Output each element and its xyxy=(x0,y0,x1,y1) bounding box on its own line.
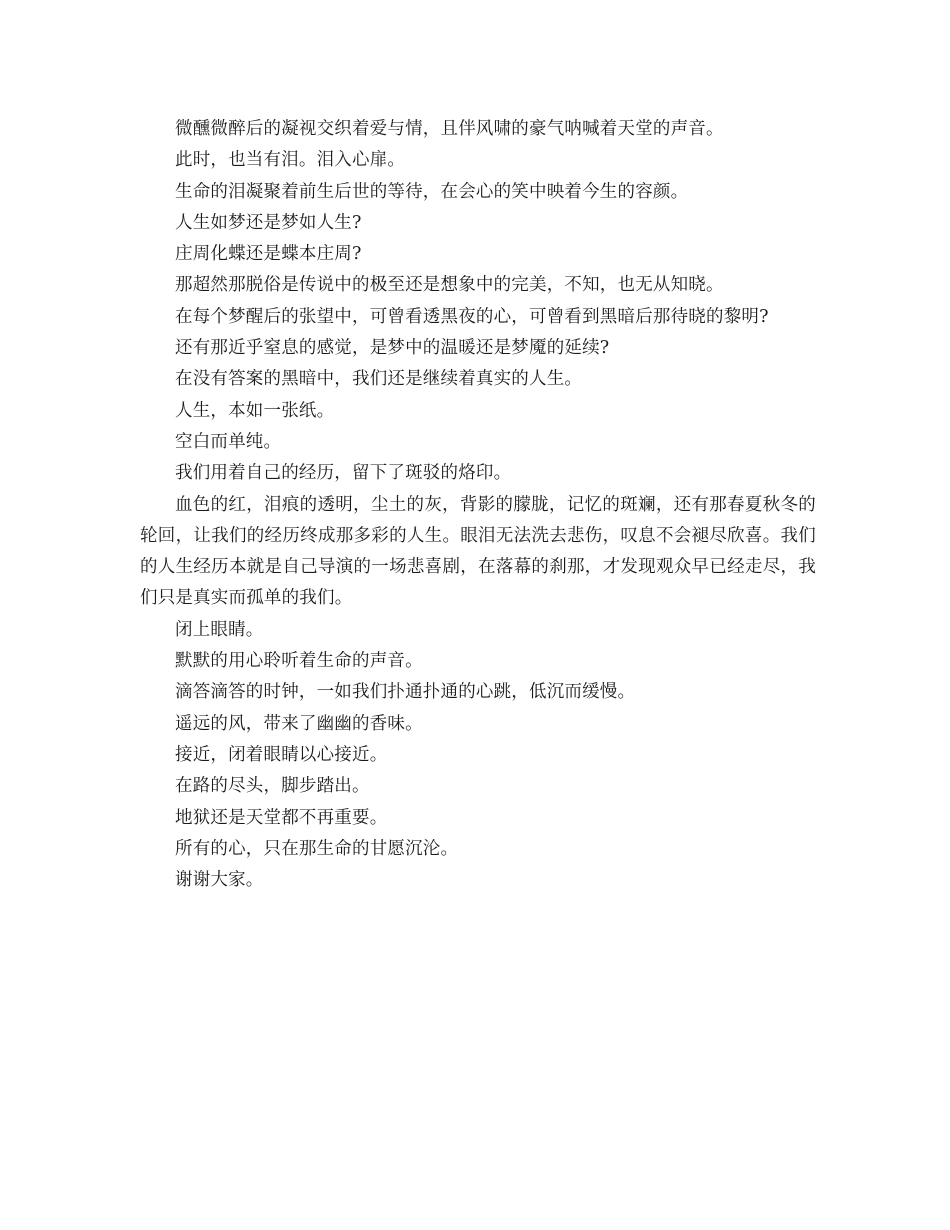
paragraph: 接近，闭着眼睛以心接近。 xyxy=(175,744,388,765)
paragraph: 滴答滴答的时钟，一如我们扑通扑通的心跳，低沉而缓慢。 xyxy=(175,682,636,703)
paragraph: 在每个梦醒后的张望中，可曾看透黑夜的心，可曾看到黑暗后那待晓的黎明? xyxy=(175,306,769,327)
paragraph: 地狱还是天堂都不再重要。 xyxy=(175,807,388,828)
paragraph: 在路的尽头，脚步踏出。 xyxy=(175,776,370,797)
paragraph: 那超然那脱俗是传说中的极至还是想象中的完美，不知，也无从知晓。 xyxy=(175,275,724,296)
paragraph: 遥远的风，带来了幽幽的香味。 xyxy=(175,713,423,734)
paragraph: 所有的心，只在那生命的甘愿沉沦。 xyxy=(175,838,459,859)
paragraph: 血色的红，泪痕的透明，尘土的灰，背影的朦胧，记忆的斑斓，还有那春夏秋冬的轮回，让我们的经历终成那多彩的人生。眼泪无法洗去悲伤，叹息不会褪尽欣喜。我们的人生经历本就是自己导演的一场悲喜剧，在落幕的刹那，才发现观众早已经走尽，我们只是真实而孤单的我们。 xyxy=(140,494,816,609)
paragraph: 默默的用心聆听着生命的声音。 xyxy=(175,651,423,672)
paragraph: 庄周化蝶还是蝶本庄周? xyxy=(175,244,362,265)
paragraph: 生命的泪凝聚着前生后世的等待，在会心的笑中映着今生的容颜。 xyxy=(175,181,689,202)
document-body xyxy=(140,114,816,896)
paragraph: 此时，也当有泪。泪入心扉。 xyxy=(175,150,406,171)
paragraph: 人生，本如一张纸。 xyxy=(175,400,335,421)
paragraph: 在没有答案的黑暗中，我们还是继续着真实的人生。 xyxy=(175,369,583,390)
paragraph: 我们用着自己的经历，留下了斑驳的烙印。 xyxy=(175,463,512,484)
paragraph: 谢谢大家。 xyxy=(175,870,264,891)
paragraph: 闭上眼睛。 xyxy=(175,619,264,640)
paragraph: 微醺微醉后的凝视交织着爱与情，且伴风啸的豪气呐喊着天堂的声音。 xyxy=(175,119,724,139)
paragraph: 人生如梦还是梦如人生? xyxy=(175,212,362,233)
paragraph: 空白而单纯。 xyxy=(175,431,282,452)
paragraph: 还有那近乎窒息的感觉，是梦中的温暖还是梦魇的延续? xyxy=(175,338,610,359)
